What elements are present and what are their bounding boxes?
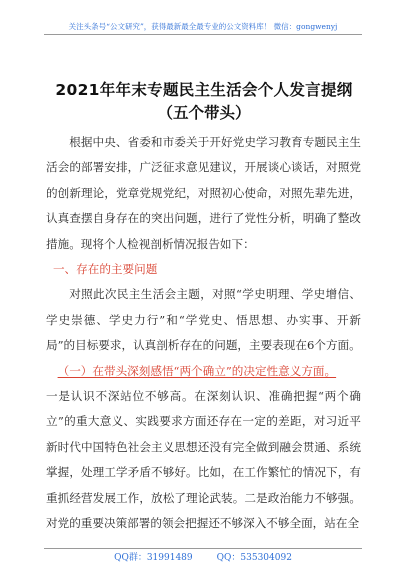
footer — [44, 552, 362, 564]
section-heading: 一、存在的主要问题 — [52, 262, 158, 277]
document-subtitle: （五个带头） — [157, 104, 251, 122]
document-body — [46, 130, 361, 537]
section-paragraph: 对照此次民主生活会主题，对照“学史明理、学史增信、学史崇德、学史力行”和“学党史、悟思想、办实事、开新局”的目标要求，认真剖析存在的问题，主要表现在6个方面。 — [46, 287, 361, 353]
document-title: 2021年年末专题民主生活会个人发言提纲 — [55, 81, 353, 99]
sub-paragraph: 一是认识不深站位不够高。在深刻认识、准确把握“两个确立”的重大意义、实践要求方面还存在一定的差距，对习近平新时代中国特色社会主义思想还没有完全做到融会贯通、系统掌握，处理工学矛盾不够好。比如，在工作繁忙的情况下，有重抓经营发展工作，放松了理论武装。二是政治能力不够强。对党的重要决策部署的领会把握还不够深入不够全面，站在全 — [46, 389, 361, 531]
header-divider — [44, 34, 362, 35]
intro-paragraph: 根据中央、省委和市委关于开好党史学习教育专题民主生活会的部署安排，广泛征求意见建议，开展谈心谈话，对照党的创新理论，党章党规党纪，对照初心使命，对照先辈先进，认真查摆自身存在的突出问题，进行了党性分析，明确了整改措施。现将个人检视剖析情况报告如下： — [46, 135, 361, 251]
sub-heading-text: （一）在带头深刻感悟“两个确立”的决定性意义方面。 — [57, 363, 337, 378]
header-notice: 关注头条号“公文研究”，获得最新最全最专业的公文资料库！ 微信：gongwenyj — [68, 22, 338, 31]
footer-qq-group: QQ群：31991489 — [114, 553, 193, 563]
sub-heading — [46, 359, 361, 384]
footer-qq: QQ：535304092 — [216, 553, 292, 563]
footer-divider — [44, 548, 362, 549]
